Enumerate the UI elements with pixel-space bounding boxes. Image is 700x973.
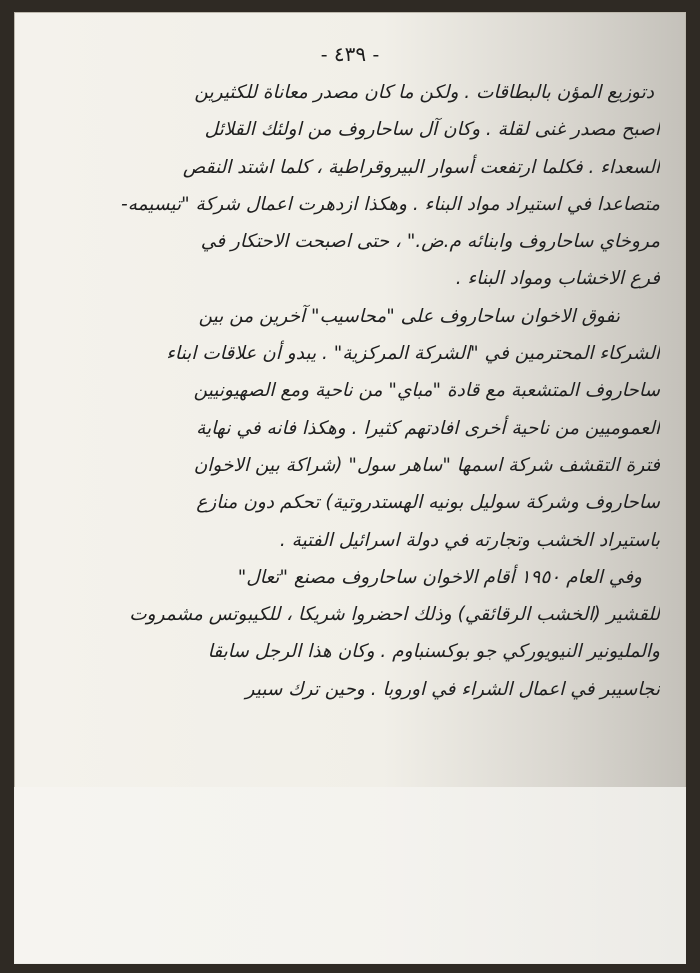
text-line-11: فترة التقشف شركة اسمها "ساهر سول" (شراكة بين الاخوان (193, 454, 660, 476)
page-number: - ٤٣٩ - (320, 42, 380, 66)
text-line-4: متصاعدا في استيراد مواد البناء . وهكذا ازدهرت اعمال شركة "تيسيمه- (121, 193, 660, 215)
text-line-1: دتوزيع المؤن بالبطاقات . ولكن ما كان مصدر معاناة للكثيرين (194, 82, 654, 103)
text-line-17: نجاسيبر في اعمال الشراء في اوروبا . وحين ترك سبير (245, 678, 660, 700)
text-line-7: تفوق الاخوان ساحاروف على "محاسيب" آخرين من بين (198, 305, 620, 327)
text-line-15: للقشير (الخشب الرقائقي) وذلك احضروا شريكا ، للكيبوتس مشمروت (129, 604, 660, 626)
text-line-3: السعداء . فكلما ارتفعت أسوار البيروقراطية ، كلما اشتد النقص (182, 156, 660, 178)
document-page (14, 12, 686, 964)
text-line-16: والمليونير النيويوركي جو بوكسنباوم . وكان هذا الرجل سابقا (207, 641, 660, 663)
text-line-10: العموميين من ناحية أخرى افادتهم كثيرا . وهكذا فانه في نهاية (196, 417, 660, 439)
text-line-5: مروخاي ساحاروف وابنائه م.ض." ، حتى اصبحت الاحتكار في (200, 231, 660, 253)
text-line-12: ساحاروف وشركة سوليل بونيه الهستدروتية) تحكم دون منازع (196, 492, 660, 514)
text-line-6: فرع الاخشاب ومواد البناء . (455, 268, 660, 290)
handwritten-body-text (40, 74, 660, 708)
text-line-2: اصبح مصدر غنى لقلة . وكان آل ساحاروف من اولئك القلائل (204, 119, 660, 141)
text-line-14: وفي العام ١٩٥٠ أقام الاخوان ساحاروف مصنع "تعال" (237, 566, 642, 588)
text-line-9: ساحاروف المتشعبة مع قادة "مباي" من ناحية ومع الصهيونيين (193, 380, 660, 402)
text-line-8: الشركاء المحترمين في "الشركة المركزية" . يبدو أن علاقات ابناء (166, 343, 660, 365)
text-line-13: باستيراد الخشب وتجارته في دولة اسرائيل الفتية . (279, 529, 660, 551)
